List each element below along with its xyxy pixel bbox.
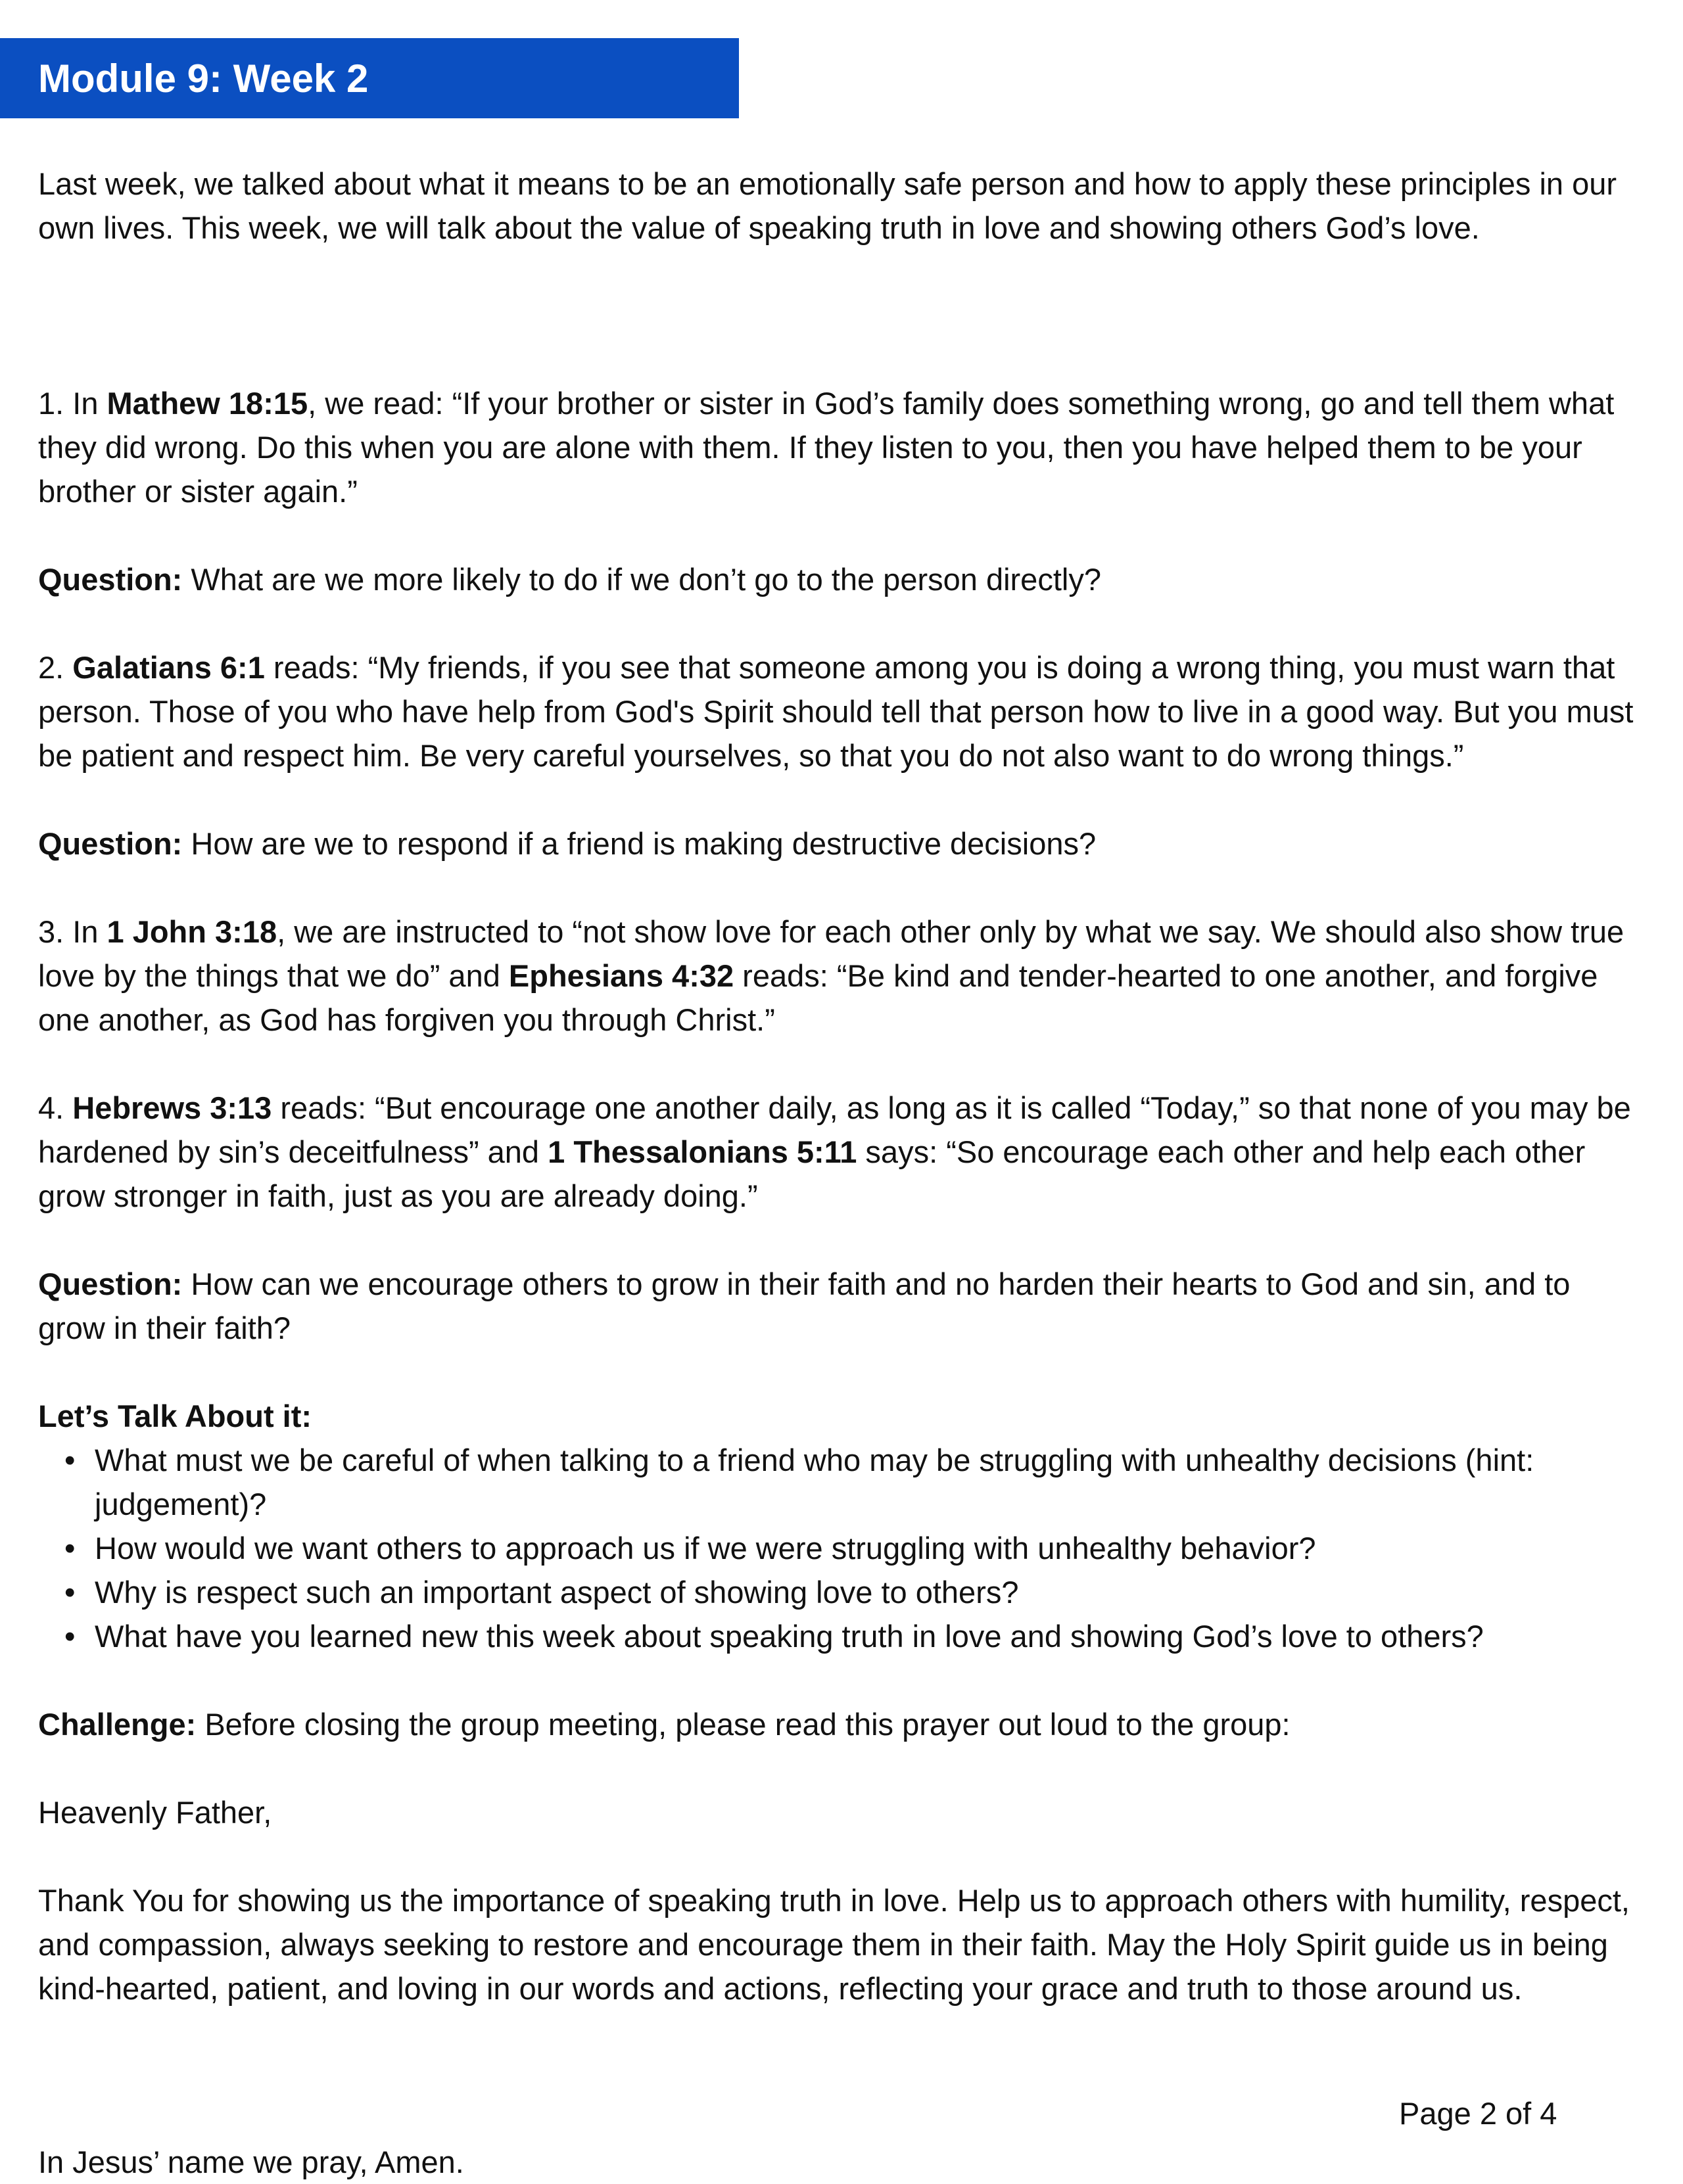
prayer-body: Thank You for showing us the importance of speaking truth in love. Help us to approach others with humility, respect, and compassion, always seeking to restore and encourage them in their faith. May the Holy Spirit guide us in being kind-hearted, patient, and loving in our words and actions, reflecting your grace and truth to those around us.	[38, 1883, 1630, 2006]
scripture-text: reads: “Be kind and tender-hearted to one another, and forgive one another, as God has forgiven you through Christ.”	[38, 958, 1598, 1037]
list-item: • What have you learned new this week about speaking truth in love and showing God’s love to others?	[38, 1614, 1642, 1658]
scripture-reference: Mathew 18:15	[107, 386, 308, 421]
scripture-item-4	[38, 1086, 1642, 1218]
question-1	[38, 557, 1642, 601]
talk-bullet-list	[38, 1438, 1642, 1658]
scripture-reference: Galatians 6:1	[72, 650, 265, 685]
item-number: 3. In	[38, 914, 107, 949]
scripture-item-1	[38, 381, 1642, 513]
scripture-reference: 1 Thessalonians 5:11	[548, 1134, 857, 1169]
page-number: Page 2 of 4	[1399, 2096, 1557, 2131]
question-text: How can we encourage others to grow in their faith and no harden their hearts to God and sin, and to grow in their faith?	[38, 1266, 1571, 1345]
list-item: • What must we be careful of when talking to a friend who may be struggling with unhealthy decisions (hint: judgement)?	[38, 1438, 1642, 1526]
item-number: 2.	[38, 650, 73, 685]
scripture-text: says: “So encourage each other and help each other grow stronger in faith, just as you are already doing.”	[38, 1134, 1586, 1213]
question-text: What are we more likely to do if we don’t go to the person directly?	[182, 562, 1101, 597]
scripture-text: , we read: “If your brother or sister in God’s family does something wrong, go and tell them what they did wrong. Do this when you are alone with them. If they listen to you, then you have helped them to be your brother or sister again.”	[38, 386, 1615, 509]
question-3	[38, 1262, 1642, 1350]
intro-paragraph: Last week, we talked about what it means to be an emotionally safe person and how to apply these principles in our own lives. This week, we will talk about the value of speaking truth in love and showing others God’s love.	[38, 166, 1617, 245]
scripture-text: reads: “My friends, if you see that someone among you is doing a wrong thing, you must warn that person. Those of you who have help from God's Spirit should tell that person how to live in a good way. But you must be patient and respect him. Be very careful yourselves, so that you do not also want to do wrong things.”	[38, 650, 1634, 773]
challenge-text: Before closing the group meeting, please read this prayer out loud to the group:	[196, 1707, 1291, 1742]
scripture-text: , we are instructed to “not show love for each other only by what we say. We should also show true love by the things that we do” and	[38, 914, 1624, 993]
question-2	[38, 822, 1642, 866]
challenge-label: Challenge:	[38, 1707, 197, 1742]
question-text: How are we to respond if a friend is making destructive decisions?	[182, 826, 1097, 861]
module-title: Module 9: Week 2	[38, 56, 369, 101]
module-header-band	[0, 38, 739, 118]
scripture-reference: Hebrews 3:13	[72, 1090, 272, 1125]
prayer-closing: In Jesus’ name we pray, Amen.	[38, 2145, 464, 2179]
scripture-item-2	[38, 645, 1642, 778]
talk-heading: Let’s Talk About it:	[38, 1399, 312, 1433]
document-body	[38, 162, 1642, 2010]
list-item: • How would we want others to approach us if we were struggling with unhealthy behavior?	[38, 1526, 1642, 1570]
list-item: • Why is respect such an important aspect of showing love to others?	[38, 1570, 1642, 1614]
scripture-item-3	[38, 910, 1642, 1042]
scripture-text: reads: “But encourage one another daily, as long as it is called “Today,” so that none of you may be hardened by sin’s deceitfulness” and	[38, 1090, 1631, 1169]
question-label: Question:	[38, 1266, 183, 1301]
scripture-reference: 1 John 3:18	[107, 914, 277, 949]
prayer-salutation: Heavenly Father,	[38, 1795, 272, 1830]
question-label: Question:	[38, 826, 183, 861]
item-number: 1. In	[38, 386, 107, 421]
scripture-reference: Ephesians 4:32	[508, 958, 734, 993]
challenge-paragraph	[38, 1702, 1642, 1746]
item-number: 4.	[38, 1090, 73, 1125]
question-label: Question:	[38, 562, 183, 597]
